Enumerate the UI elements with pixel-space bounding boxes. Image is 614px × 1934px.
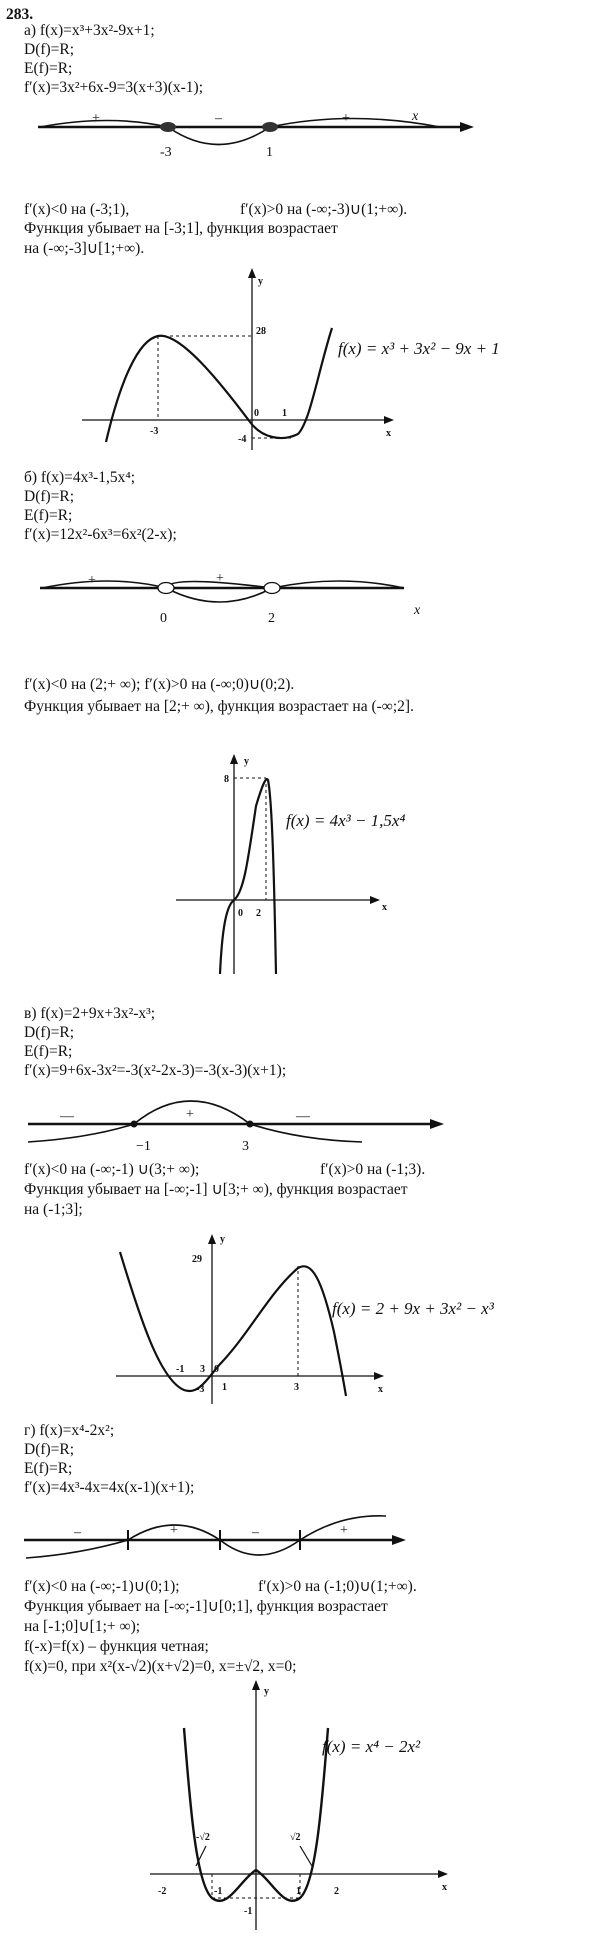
a-point-1: -3 [160,145,172,160]
c-sign-chart [0,1086,614,1156]
d-range: E(f)=R; [24,1460,73,1477]
b-graph-x-label: x [382,902,387,913]
b-domain: D(f)=R; [24,488,75,505]
c-graph-formula: f(x) = 2 + 9x + 3x² − x³ [332,1299,494,1318]
a-result-pos: f′(x)>0 на (-∞;-3)∪(1;+∞). [240,201,408,218]
a-sign-plus-2: + [342,111,350,126]
b-sign-minus: - [346,573,351,588]
b-sign-plus-2: + [216,571,224,586]
b-graph-tick-2: 2 [256,908,261,919]
b-axis-label: x [414,603,421,618]
c-range: E(f)=R; [24,1043,73,1060]
d-derivative: f′(x)=4x³-4x=4x(x-1)(x+1); [24,1479,195,1496]
d-result-3: на [-1;0]∪[1;+ ∞); [24,1618,141,1635]
a-sign-plus-1: + [92,111,100,126]
c-domain: D(f)=R; [24,1024,75,1041]
c-result-3: на (-1;3]; [24,1201,83,1218]
c-graph-y-label: y [220,1234,225,1245]
d-graph-tick-1: 1 [296,1886,301,1897]
c-point-2: 3 [242,1139,249,1154]
d-result-5: f(x)=0, при x²(x-√2)(x+√2)=0, x=±√2, x=0; [24,1658,297,1675]
d-result-2: Функция убывает на [-∞;-1]∪[0;1], функция возрастает [24,1598,388,1615]
c-graph-tick-29: 29 [192,1254,202,1265]
c-point-1: −1 [136,1139,151,1154]
a-graph-tick-1: 1 [282,408,287,419]
d-graph-tick-msqrt2: -√2 [196,1832,210,1843]
a-sign-chart [0,100,614,170]
d-graph-tick-m1: -1 [214,1886,223,1897]
d-graph-tick-2: 2 [334,1886,339,1897]
d-sign-minus-1: – [74,1525,81,1540]
d-result-4: f(-x)=f(x) – функция четная; [24,1638,209,1655]
b-function: б) f(x)=4x³-1,5x⁴; [24,469,136,486]
a-result-2: Функция убывает на [-3;1], функция возрастает [24,220,338,237]
d-graph-tick-m1y: -1 [244,1906,253,1917]
a-graph-tick-m4: -4 [238,434,247,445]
a-graph-x-label: x [386,428,391,439]
d-graph [0,1684,614,1934]
c-graph-x-label: x [378,1384,383,1395]
c-function: в) f(x)=2+9x+3x²-x³; [24,1005,156,1022]
d-function: г) f(x)=x⁴-2x²; [24,1422,115,1439]
d-sign-plus-1: + [170,1523,178,1538]
b-graph-tick-0: 0 [238,908,243,919]
c-graph [0,1232,614,1412]
c-sign-plus: + [186,1107,194,1122]
d-sign-minus-2: – [252,1525,259,1540]
b-derivative: f′(x)=12x²-6x³=6x²(2-x); [24,526,177,543]
c-graph-tick-3y: 3 [200,1364,205,1375]
a-graph-formula: f(x) = x³ + 3x² − 9x + 1 [338,339,500,358]
d-sign-plus-2: + [340,1523,348,1538]
c-result-neg: f′(x)<0 на (-∞;-1) ∪(3;+ ∞); [24,1161,200,1178]
c-derivative: f′(x)=9+6x-3x²=-3(x²-2x-3)=-3(x-3)(x+1); [24,1062,287,1079]
c-sign-minus-2: — [296,1109,310,1124]
a-derivative: f′(x)=3x²+6x-9=3(x+3)(x-1); [24,79,204,96]
a-graph-tick-28: 28 [256,326,266,337]
c-graph-tick-3x: 3 [294,1382,299,1393]
a-graph-tick-0: 0 [254,408,259,419]
b-sign-chart [0,556,614,636]
a-sign-minus: – [215,111,222,126]
d-result-pos: f′(x)>0 на (-1;0)∪(1;+∞). [258,1578,417,1595]
b-sign-plus-1: + [88,573,96,588]
a-range: E(f)=R; [24,60,73,77]
b-point-2: 2 [268,611,275,626]
d-graph-tick-sqrt2: √2 [290,1832,301,1843]
b-graph-formula: f(x) = 4x³ − 1,5x⁴ [286,811,406,830]
a-graph [0,272,614,452]
b-graph [0,750,614,980]
d-graph-x-label: x [442,1882,447,1893]
a-graph-tick-m3: -3 [150,426,159,437]
b-result-1: f′(x)<0 на (2;+ ∞); f′(x)>0 на (-∞;0)∪(0;2). [24,676,295,693]
b-graph-y-label: y [244,756,249,767]
d-sign-chart [0,1500,614,1570]
a-domain: D(f)=R; [24,41,75,58]
d-graph-tick-m2: -2 [158,1886,167,1897]
b-result-2: Функция убывает на [2;+ ∞), функция возрастает на (-∞;2]. [24,698,414,715]
c-sign-minus-1: — [60,1109,74,1124]
c-result-2: Функция убывает на [-∞;-1] ∪[3;+ ∞), функция возрастает [24,1181,408,1198]
c-graph-tick-1: 1 [222,1382,227,1393]
c-graph-tick-m3: -3 [196,1384,205,1395]
d-domain: D(f)=R; [24,1441,75,1458]
a-function: а) f(x)=x³+3x²-9x+1; [24,22,155,39]
a-graph-y-label: y [258,276,263,287]
b-range: E(f)=R; [24,507,73,524]
d-graph-formula: f(x) = x⁴ − 2x² [322,1737,421,1756]
b-graph-tick-8: 8 [224,774,229,785]
a-point-2: 1 [266,145,273,160]
a-result-3: на (-∞;-3]∪[1;+∞). [24,240,145,257]
c-graph-tick-m1: -1 [176,1364,185,1375]
d-graph-y-label: y [264,1686,269,1697]
b-point-0: 0 [160,611,167,626]
c-result-pos: f′(x)>0 на (-1;3). [320,1161,426,1178]
problem-number: 283. [6,6,34,23]
c-graph-tick-0: 0 [214,1364,219,1375]
d-result-neg: f′(x)<0 на (-∞;-1)∪(0;1); [24,1578,180,1595]
a-result-neg: f′(x)<0 на (-3;1), [24,201,130,218]
a-axis-label: x [412,109,419,124]
